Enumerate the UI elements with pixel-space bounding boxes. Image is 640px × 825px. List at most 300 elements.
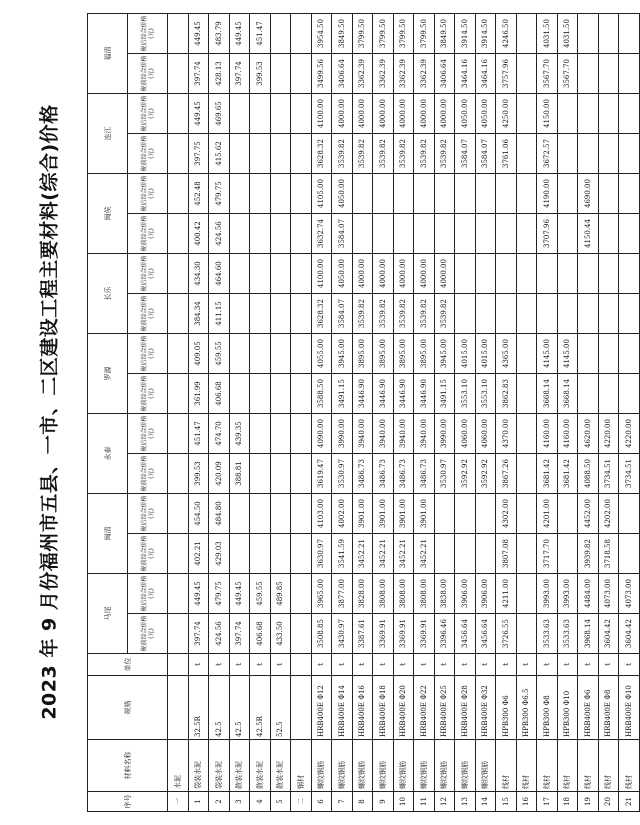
aftertax-price-cell bbox=[619, 174, 640, 214]
pretax-price-cell: 3539.82 bbox=[332, 134, 353, 174]
pretax-price-cell bbox=[168, 614, 189, 654]
row-material-name: 线材 bbox=[619, 740, 640, 792]
row-seq: 21 bbox=[619, 792, 640, 812]
row-material-name: 螺纹钢筋 bbox=[332, 740, 353, 792]
row-unit: t bbox=[578, 654, 599, 676]
aftertax-price-cell: 4015.00 bbox=[455, 334, 476, 374]
aftertax-price-cell: 3906.00 bbox=[475, 574, 496, 614]
aftertax-price-cell bbox=[516, 574, 537, 614]
row-material-name: 螺纹钢筋 bbox=[434, 740, 455, 792]
aftertax-price-cell: 4000.00 bbox=[414, 254, 435, 294]
pretax-price-cell: 3539.82 bbox=[414, 134, 435, 174]
aftertax-price-cell: 3990.00 bbox=[434, 414, 455, 454]
row-spec: HPB300 Φ6.5 bbox=[516, 676, 537, 740]
aftertax-price-cell bbox=[578, 254, 599, 294]
row-unit: t bbox=[270, 654, 291, 676]
header-aftertax-price: 税后综合价格(元) bbox=[128, 334, 168, 374]
pretax-price-cell: 3726.55 bbox=[496, 614, 517, 654]
aftertax-price-cell: 4000.00 bbox=[393, 254, 414, 294]
pretax-price-cell: 3757.96 bbox=[496, 54, 517, 94]
aftertax-price-cell bbox=[168, 174, 189, 214]
pretax-price-cell bbox=[250, 134, 271, 174]
pretax-price-cell bbox=[168, 374, 189, 414]
pretax-price-cell: 3717.70 bbox=[537, 534, 558, 574]
aftertax-price-cell: 454.50 bbox=[188, 494, 209, 534]
pretax-price-cell: 3396.46 bbox=[434, 614, 455, 654]
aftertax-price-cell: 3849.50 bbox=[332, 14, 353, 54]
aftertax-price-cell bbox=[496, 174, 517, 214]
aftertax-price-cell bbox=[352, 174, 373, 214]
pretax-price-cell bbox=[352, 214, 373, 254]
aftertax-price-cell bbox=[270, 334, 291, 374]
header-aftertax-price: 税后综合价格(元) bbox=[128, 414, 168, 454]
pretax-price-cell: 3681.42 bbox=[537, 454, 558, 494]
row-spec: HPB300 Φ10 bbox=[557, 676, 578, 740]
aftertax-price-cell bbox=[291, 414, 312, 454]
aftertax-price-cell: 483.79 bbox=[209, 14, 230, 54]
row-material-name: 螺纹钢筋 bbox=[373, 740, 394, 792]
aftertax-price-cell bbox=[250, 334, 271, 374]
pretax-price-cell bbox=[496, 294, 517, 334]
pretax-price-cell bbox=[434, 534, 455, 574]
aftertax-price-cell bbox=[270, 174, 291, 214]
header-unit: 单位 bbox=[88, 654, 168, 676]
pretax-price-cell: 3369.91 bbox=[393, 614, 414, 654]
aftertax-price-cell: 4620.00 bbox=[578, 414, 599, 454]
row-spec: HRB400E Φ14 bbox=[332, 676, 353, 740]
aftertax-price-cell bbox=[598, 334, 619, 374]
aftertax-price-cell: 4000.00 bbox=[393, 94, 414, 134]
aftertax-price-cell: 3901.00 bbox=[414, 494, 435, 534]
pretax-price-cell: 3464.16 bbox=[475, 54, 496, 94]
table-row bbox=[373, 14, 394, 812]
table-row bbox=[250, 14, 271, 812]
row-spec: HRB400E Φ12 bbox=[311, 676, 332, 740]
aftertax-price-cell: 3895.00 bbox=[352, 334, 373, 374]
pretax-price-cell: 3530.97 bbox=[434, 454, 455, 494]
aftertax-price-cell bbox=[516, 254, 537, 294]
pretax-price-cell bbox=[475, 294, 496, 334]
aftertax-price-cell: 449.45 bbox=[188, 14, 209, 54]
table-row bbox=[455, 14, 476, 812]
pretax-price-cell: 400.42 bbox=[188, 214, 209, 254]
aftertax-price-cell bbox=[373, 174, 394, 214]
row-seq: 3 bbox=[229, 792, 250, 812]
pretax-price-cell: 3452.21 bbox=[414, 534, 435, 574]
pretax-price-cell: 397.75 bbox=[188, 134, 209, 174]
pretax-price-cell: 3592.92 bbox=[455, 454, 476, 494]
row-seq: 19 bbox=[578, 792, 599, 812]
aftertax-price-cell bbox=[229, 494, 250, 534]
row-unit: t bbox=[537, 654, 558, 676]
row-seq: 2 bbox=[209, 792, 230, 812]
pretax-price-cell: 3567.70 bbox=[557, 54, 578, 94]
pretax-price-cell: 3592.92 bbox=[475, 454, 496, 494]
pretax-price-cell: 3630.97 bbox=[311, 534, 332, 574]
aftertax-price-cell bbox=[414, 174, 435, 214]
header-aftertax-price: 税后综合价格(元) bbox=[128, 254, 168, 294]
pretax-price-cell: 3464.16 bbox=[455, 54, 476, 94]
pretax-price-cell bbox=[598, 54, 619, 94]
aftertax-price-cell bbox=[250, 174, 271, 214]
aftertax-price-cell: 4250.00 bbox=[496, 94, 517, 134]
aftertax-price-cell bbox=[619, 14, 640, 54]
header-aftertax-price: 税后综合价格(元) bbox=[128, 174, 168, 214]
pretax-price-cell: 428.13 bbox=[209, 54, 230, 94]
pretax-price-cell bbox=[250, 294, 271, 334]
aftertax-price-cell bbox=[516, 174, 537, 214]
row-spec: HRB400E Φ20 bbox=[393, 676, 414, 740]
aftertax-price-cell: 4073.00 bbox=[598, 574, 619, 614]
pretax-price-cell bbox=[291, 54, 312, 94]
pretax-price-cell: 3539.82 bbox=[373, 294, 394, 334]
pretax-price-cell bbox=[270, 374, 291, 414]
aftertax-price-cell bbox=[455, 174, 476, 214]
row-material-name: 线材 bbox=[496, 740, 517, 792]
header-aftertax-price: 税后综合价格(元) bbox=[128, 94, 168, 134]
pretax-price-cell bbox=[291, 374, 312, 414]
row-spec: 32.5R bbox=[188, 676, 209, 740]
pretax-price-cell: 3604.42 bbox=[598, 614, 619, 654]
aftertax-price-cell: 4145.00 bbox=[557, 334, 578, 374]
row-spec: 42.5 bbox=[229, 676, 250, 740]
row-spec: HRB400E Φ10 bbox=[619, 676, 640, 740]
aftertax-price-cell bbox=[537, 254, 558, 294]
pretax-price-cell: 424.56 bbox=[209, 214, 230, 254]
aftertax-price-cell bbox=[393, 174, 414, 214]
pretax-price-cell: 3452.21 bbox=[352, 534, 373, 574]
row-spec: HRB400E Φ16 bbox=[352, 676, 373, 740]
aftertax-price-cell: 4000.00 bbox=[332, 94, 353, 134]
pretax-price-cell bbox=[168, 294, 189, 334]
aftertax-price-cell: 4246.50 bbox=[496, 14, 517, 54]
aftertax-price-cell bbox=[168, 94, 189, 134]
aftertax-price-cell bbox=[598, 254, 619, 294]
pretax-price-cell: 3533.63 bbox=[537, 614, 558, 654]
row-spec: HPB300 Φ6 bbox=[496, 676, 517, 740]
pretax-price-cell: 3446.90 bbox=[414, 374, 435, 414]
header-pretax-price: 税前综合价格(元) bbox=[128, 134, 168, 174]
aftertax-price-cell: 4160.00 bbox=[557, 414, 578, 454]
header-region: 罗源 bbox=[88, 334, 128, 414]
aftertax-price-cell: 4050.00 bbox=[455, 94, 476, 134]
aftertax-price-cell bbox=[250, 494, 271, 534]
row-unit: t bbox=[393, 654, 414, 676]
aftertax-price-cell: 3849.50 bbox=[434, 14, 455, 54]
header-region: 闽侯 bbox=[88, 174, 128, 254]
pretax-price-cell: 3707.96 bbox=[537, 214, 558, 254]
pretax-price-cell bbox=[496, 214, 517, 254]
table-row bbox=[291, 14, 312, 812]
aftertax-price-cell bbox=[250, 254, 271, 294]
pretax-price-cell bbox=[168, 454, 189, 494]
pretax-price-cell: 3456.64 bbox=[455, 614, 476, 654]
pretax-price-cell bbox=[598, 374, 619, 414]
table-row bbox=[229, 14, 250, 812]
aftertax-price-cell: 4031.50 bbox=[537, 14, 558, 54]
aftertax-price-cell bbox=[168, 254, 189, 294]
aftertax-price-cell bbox=[455, 494, 476, 534]
row-material-name: 线材 bbox=[598, 740, 619, 792]
pretax-price-cell bbox=[291, 214, 312, 254]
row-material-name: 线材 bbox=[537, 740, 558, 792]
pretax-price-cell bbox=[270, 54, 291, 94]
aftertax-price-cell: 4050.00 bbox=[332, 254, 353, 294]
pretax-price-cell: 3486.73 bbox=[414, 454, 435, 494]
row-unit: t bbox=[188, 654, 209, 676]
row-unit: t bbox=[455, 654, 476, 676]
price-table-container bbox=[87, 14, 633, 812]
aftertax-price-cell bbox=[250, 94, 271, 134]
table-row bbox=[168, 14, 189, 812]
aftertax-price-cell bbox=[291, 254, 312, 294]
aftertax-price-cell: 464.60 bbox=[209, 254, 230, 294]
pretax-price-cell bbox=[270, 214, 291, 254]
row-material-name: 螺纹钢筋 bbox=[414, 740, 435, 792]
pretax-price-cell: 3539.82 bbox=[393, 134, 414, 174]
aftertax-price-cell bbox=[291, 14, 312, 54]
row-seq: 1 bbox=[188, 792, 209, 812]
pretax-price-cell: 3362.39 bbox=[373, 54, 394, 94]
pretax-price-cell: 3533.63 bbox=[557, 614, 578, 654]
header-row-regions bbox=[88, 14, 128, 812]
aftertax-price-cell: 3940.00 bbox=[393, 414, 414, 454]
aftertax-price-cell bbox=[516, 494, 537, 534]
pretax-price-cell bbox=[578, 294, 599, 334]
aftertax-price-cell: 3799.50 bbox=[373, 14, 394, 54]
pretax-price-cell: 4150.44 bbox=[578, 214, 599, 254]
pretax-price-cell: 3486.73 bbox=[373, 454, 394, 494]
row-spec: HRB400E Φ8 bbox=[598, 676, 619, 740]
row-seq: 二 bbox=[291, 792, 312, 812]
table-row bbox=[270, 14, 291, 812]
row-unit: t bbox=[332, 654, 353, 676]
pretax-price-cell: 3387.61 bbox=[352, 614, 373, 654]
header-aftertax-price: 税后综合价格(元) bbox=[128, 494, 168, 534]
row-material-name: 袋装水泥 bbox=[209, 740, 230, 792]
pretax-price-cell: 388.81 bbox=[229, 454, 250, 494]
table-row bbox=[475, 14, 496, 812]
aftertax-price-cell bbox=[557, 254, 578, 294]
aftertax-price-cell bbox=[619, 494, 640, 534]
header-spec: 规格 bbox=[88, 676, 168, 740]
aftertax-price-cell bbox=[455, 254, 476, 294]
aftertax-price-cell bbox=[619, 94, 640, 134]
pretax-price-cell: 3430.97 bbox=[332, 614, 353, 654]
aftertax-price-cell: 459.55 bbox=[250, 574, 271, 614]
aftertax-price-cell: 4220.00 bbox=[619, 414, 640, 454]
pretax-price-cell: 3588.50 bbox=[311, 374, 332, 414]
pretax-price-cell: 3584.07 bbox=[332, 294, 353, 334]
pretax-price-cell: 3939.82 bbox=[578, 534, 599, 574]
aftertax-price-cell bbox=[516, 14, 537, 54]
pretax-price-cell bbox=[373, 214, 394, 254]
aftertax-price-cell: 3895.00 bbox=[393, 334, 414, 374]
aftertax-price-cell: 449.45 bbox=[229, 14, 250, 54]
pretax-price-cell bbox=[270, 294, 291, 334]
aftertax-price-cell: 4145.00 bbox=[537, 334, 558, 374]
pretax-price-cell: 420.09 bbox=[209, 454, 230, 494]
aftertax-price-cell: 3901.00 bbox=[352, 494, 373, 534]
aftertax-price-cell: 4103.00 bbox=[311, 494, 332, 534]
pretax-price-cell: 3508.85 bbox=[311, 614, 332, 654]
pretax-price-cell bbox=[250, 374, 271, 414]
header-region: 马尾 bbox=[88, 574, 128, 654]
pretax-price-cell: 424.56 bbox=[209, 614, 230, 654]
row-seq: 15 bbox=[496, 792, 517, 812]
pretax-price-cell: 3553.10 bbox=[455, 374, 476, 414]
header-region: 永泰 bbox=[88, 414, 128, 494]
pretax-price-cell bbox=[619, 54, 640, 94]
aftertax-price-cell: 484.80 bbox=[209, 494, 230, 534]
pretax-price-cell bbox=[455, 534, 476, 574]
pretax-price-cell: 3681.42 bbox=[557, 454, 578, 494]
aftertax-price-cell: 451.47 bbox=[188, 414, 209, 454]
aftertax-price-cell: 3895.00 bbox=[373, 334, 394, 374]
pretax-price-cell: 384.34 bbox=[188, 294, 209, 334]
aftertax-price-cell: 4000.00 bbox=[373, 94, 394, 134]
row-spec: HPB300 Φ8 bbox=[537, 676, 558, 740]
aftertax-price-cell: 4160.00 bbox=[537, 414, 558, 454]
aftertax-price-cell: 3940.00 bbox=[373, 414, 394, 454]
aftertax-price-cell: 3799.50 bbox=[352, 14, 373, 54]
aftertax-price-cell: 3901.00 bbox=[393, 494, 414, 534]
aftertax-price-cell: 4055.00 bbox=[311, 334, 332, 374]
pretax-price-cell bbox=[414, 214, 435, 254]
header-pretax-price: 税前综合价格(元) bbox=[128, 454, 168, 494]
pretax-price-cell: 3446.90 bbox=[352, 374, 373, 414]
pretax-price-cell bbox=[229, 214, 250, 254]
pretax-price-cell: 3486.73 bbox=[393, 454, 414, 494]
pretax-price-cell bbox=[270, 454, 291, 494]
row-unit: t bbox=[352, 654, 373, 676]
aftertax-price-cell bbox=[598, 174, 619, 214]
aftertax-price-cell bbox=[229, 174, 250, 214]
row-spec: 42.5 bbox=[209, 676, 230, 740]
row-material-name: 螺纹钢筋 bbox=[311, 740, 332, 792]
row-seq: 14 bbox=[475, 792, 496, 812]
table-row bbox=[332, 14, 353, 812]
table-row bbox=[434, 14, 455, 812]
pretax-price-cell: 3541.59 bbox=[332, 534, 353, 574]
header-region: 闽清 bbox=[88, 494, 128, 574]
aftertax-price-cell: 4000.00 bbox=[352, 94, 373, 134]
row-seq: 11 bbox=[414, 792, 435, 812]
aftertax-price-cell: 3940.00 bbox=[352, 414, 373, 454]
aftertax-price-cell: 489.85 bbox=[270, 574, 291, 614]
pretax-price-cell: 3807.08 bbox=[496, 534, 517, 574]
header-pretax-price: 税前综合价格(元) bbox=[128, 54, 168, 94]
pretax-price-cell: 3628.32 bbox=[311, 294, 332, 334]
pretax-price-cell bbox=[619, 134, 640, 174]
pretax-price-cell bbox=[168, 134, 189, 174]
aftertax-price-cell: 4015.00 bbox=[475, 334, 496, 374]
pretax-price-cell: 3862.83 bbox=[496, 374, 517, 414]
pretax-price-cell: 406.68 bbox=[250, 614, 271, 654]
pretax-price-cell: 4088.50 bbox=[578, 454, 599, 494]
row-unit: t bbox=[434, 654, 455, 676]
aftertax-price-cell bbox=[168, 414, 189, 454]
table-body bbox=[168, 14, 640, 812]
aftertax-price-cell bbox=[270, 94, 291, 134]
row-material-name: 水泥 bbox=[168, 740, 189, 792]
aftertax-price-cell: 4220.00 bbox=[598, 414, 619, 454]
pretax-price-cell: 3761.06 bbox=[496, 134, 517, 174]
row-seq: 16 bbox=[516, 792, 537, 812]
aftertax-price-cell: 4190.00 bbox=[537, 174, 558, 214]
aftertax-price-cell bbox=[291, 174, 312, 214]
pretax-price-cell bbox=[598, 134, 619, 174]
table-row bbox=[598, 14, 619, 812]
pretax-price-cell: 429.03 bbox=[209, 534, 230, 574]
pretax-price-cell bbox=[516, 374, 537, 414]
aftertax-price-cell bbox=[557, 174, 578, 214]
pretax-price-cell: 3734.51 bbox=[598, 454, 619, 494]
pretax-price-cell bbox=[475, 534, 496, 574]
aftertax-price-cell: 3945.00 bbox=[434, 334, 455, 374]
aftertax-price-cell: 4201.00 bbox=[537, 494, 558, 534]
aftertax-price-cell: 4370.00 bbox=[496, 414, 517, 454]
pretax-price-cell: 3539.82 bbox=[352, 134, 373, 174]
aftertax-price-cell: 479.75 bbox=[209, 574, 230, 614]
pretax-price-cell: 3406.64 bbox=[434, 54, 455, 94]
row-spec: HRB400E Φ18 bbox=[373, 676, 394, 740]
aftertax-price-cell: 449.45 bbox=[188, 94, 209, 134]
aftertax-price-cell: 3914.50 bbox=[455, 14, 476, 54]
pretax-price-cell: 3452.21 bbox=[393, 534, 414, 574]
aftertax-price-cell bbox=[434, 494, 455, 534]
aftertax-price-cell bbox=[578, 14, 599, 54]
pretax-price-cell: 3452.21 bbox=[373, 534, 394, 574]
row-seq: 18 bbox=[557, 792, 578, 812]
row-spec: HRB400E Φ25 bbox=[434, 676, 455, 740]
row-unit: t bbox=[209, 654, 230, 676]
aftertax-price-cell: 3828.00 bbox=[352, 574, 373, 614]
pretax-price-cell bbox=[557, 534, 578, 574]
aftertax-price-cell: 4484.00 bbox=[578, 574, 599, 614]
row-unit: t bbox=[598, 654, 619, 676]
aftertax-price-cell: 3901.00 bbox=[373, 494, 394, 534]
aftertax-price-cell: 4073.00 bbox=[619, 574, 640, 614]
aftertax-price-cell: 4000.00 bbox=[414, 94, 435, 134]
row-material-name: 散装水泥 bbox=[250, 740, 271, 792]
pretax-price-cell: 399.53 bbox=[188, 454, 209, 494]
header-pretax-price: 税前综合价格(元) bbox=[128, 294, 168, 334]
pretax-price-cell: 3567.70 bbox=[537, 54, 558, 94]
aftertax-price-cell: 4031.50 bbox=[557, 14, 578, 54]
pretax-price-cell bbox=[557, 214, 578, 254]
aftertax-price-cell bbox=[291, 494, 312, 534]
row-unit: t bbox=[557, 654, 578, 676]
row-spec: HRB400E Φ32 bbox=[475, 676, 496, 740]
aftertax-price-cell: 4050.00 bbox=[475, 94, 496, 134]
aftertax-price-cell bbox=[475, 174, 496, 214]
aftertax-price-cell bbox=[578, 334, 599, 374]
aftertax-price-cell: 4000.00 bbox=[373, 254, 394, 294]
aftertax-price-cell: 4000.00 bbox=[434, 254, 455, 294]
pretax-price-cell bbox=[557, 294, 578, 334]
aftertax-price-cell bbox=[516, 94, 537, 134]
pretax-price-cell: 3491.15 bbox=[434, 374, 455, 414]
aftertax-price-cell bbox=[168, 574, 189, 614]
header-aftertax-price: 税后综合价格(元) bbox=[128, 14, 168, 54]
table-row bbox=[619, 14, 640, 812]
pretax-price-cell bbox=[168, 214, 189, 254]
aftertax-price-cell: 3993.00 bbox=[557, 574, 578, 614]
pretax-price-cell bbox=[516, 54, 537, 94]
row-unit bbox=[291, 654, 312, 676]
table-row bbox=[578, 14, 599, 812]
